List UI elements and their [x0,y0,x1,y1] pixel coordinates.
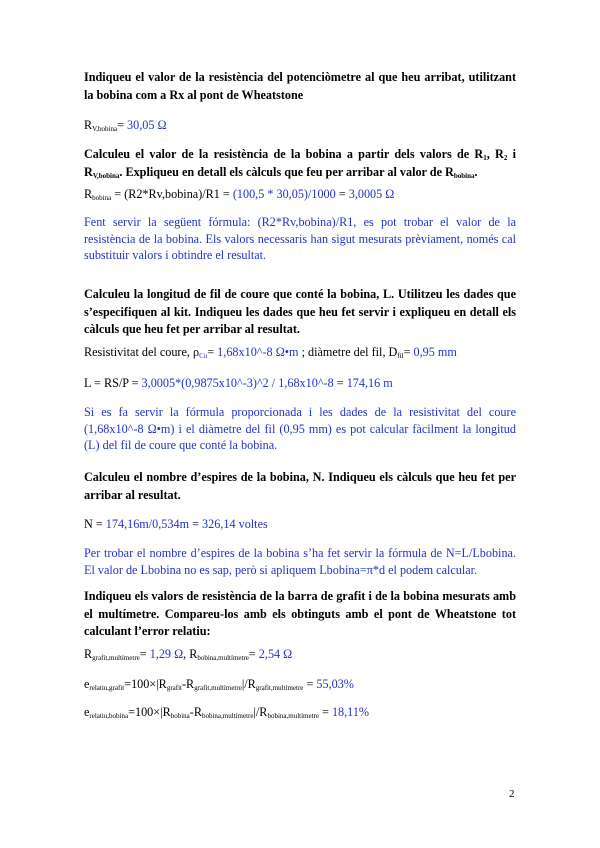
answer-3-subscript: Cu [199,352,208,360]
question-2-text: . Expliqueu en detall els càlculs que feu per arribar al valor de R [119,164,454,179]
question-2 [84,146,516,181]
error-formula: |/R [241,677,256,691]
answer-4-equals: = [189,517,203,531]
answer-5-error-coil [84,704,369,720]
question-5: Indiqueu els valors de resistència de la barra de grafit i de la bobina mesurats amb el multímetre. Compareu-los amb els obtinguts amb el pont de Wheatstone tot calculant l’error relatiu: [84,589,516,638]
answer-5-subscript: grafit,multímetre [92,654,140,662]
error-symbol: e [84,677,90,691]
answer-4-calculation: 174,16m/0,534m [105,517,190,531]
explanation-2: Fent servir la següent fórmula: (R2*Rv,bobina)/R1, es pot trobar el valor de la resistència de la bobina. Els valors necessaris han sigut mesurats prèviament, només cal substituir valors i obtindre el resultat. [84,215,516,262]
answer-5-separator: , [183,647,190,661]
answer-3-equals: = [333,376,347,390]
question-2-text: . [474,164,478,179]
answer-5-symbol: R [189,647,198,661]
question-2-sub: 2 [503,154,508,162]
question-2-text: i R [84,147,516,179]
question-4: Calculeu el nombre d’espires de la bobina, N. Indiqueu els càlculs que heu fet per arribar al resultat. [84,470,516,502]
error-coil-result: 18,11% [331,705,370,719]
question-2-text: Calculeu el valor de la resistència de la bobina a partir dels valors de R [84,147,484,161]
answer-4-result: 326,14 voltes [202,517,268,531]
question-2-text: , R [486,147,504,161]
answer-5-equals: = [248,647,259,661]
explanation-3: Si es fa servir la fórmula proporcionada i les dades de la resistivitat del coure (1,68x10^-8 Ω•m) i el diàmetre del fil (0,95 mm) es pot calcular fàcilment la longitud (L) del fil de coure que conté la bobina. [84,405,516,452]
error-subscript: grafit [166,684,182,692]
answer-5-error-graphite [84,676,354,692]
answer-1 [84,117,167,133]
question-1: Indiqueu el valor de la resistència del potenciòmetre al que heu arribat, utilitzant la bobina com a Rx al pont de Wheatstone [84,70,516,102]
answer-5-coil-value: 2,54 Ω [258,647,293,661]
error-subscript: grafit,multímetre [194,684,242,692]
answer-3-subscript: fil [397,352,404,360]
error-graphite-result: 55,03% [316,677,354,691]
answer-5-graphite-value: 1,29 Ω [149,647,184,661]
error-subscript: bobina [170,712,190,720]
answer-4 [84,516,268,532]
answer-2-formula: = (R2*Rv,bobina)/R1 = [111,187,233,201]
answer-1-symbol: R [84,118,93,132]
answer-3-equals: = [403,345,414,359]
error-subscript: bobina,multímetre [267,712,319,720]
question-2-sub: V,bobina [92,171,120,180]
answer-3-equals: = [207,345,218,359]
question-2-sub: bobina [453,171,475,180]
error-equals: = [318,705,332,719]
answer-2-calculation: (100,5 * 30,05)/1000 [232,187,336,201]
answer-3-data [84,344,457,360]
page-number: 2 [509,788,515,800]
answer-3-diameter: 0,95 mm [413,345,457,359]
answer-2-equals: = [335,187,349,201]
answer-2-symbol: R [84,187,93,201]
answer-3-text: ; diàmetre del fil, D [298,345,398,359]
answer-5-equals: = [139,647,150,661]
error-equals: = [303,677,317,691]
answer-2-result: 3,0005 Ω [348,187,395,201]
answer-3-result: 174,16 m [346,376,393,390]
error-formula: =100×|R [128,705,171,719]
answer-5-symbol: R [84,647,93,661]
answer-5-subscript: bobina,multímetre [197,654,249,662]
error-formula: =100×|R [124,677,167,691]
error-formula: -R [189,705,202,719]
explanation-4: Per trobar el nombre d’espires de la bobina s’ha fet servir la fórmula de N=L/Lbobina. El valor de Lbobina no es sap, però si apliquem Lbobina=π*d el podem calcular. [84,546,516,577]
error-formula: |/R [253,705,268,719]
error-subscript: relatiu,bobina [89,712,129,720]
answer-3-resistivity: 1,68x10^-8 Ω•m [217,345,299,359]
question-3: Calculeu la longitud de fil de coure que conté la bobina, L. Utilitzeu les dades que s’especifiquen al kit. Indiqueu les dades que heu fet servir i expliqueu en detall els càlculs que heu fet per arribar al resultat. [84,287,516,336]
answer-3-calculation: 3,0005*(0,9875x10^-3)^2 / 1,68x10^-8 [141,376,334,390]
error-subscript: relatiu,grafit [89,684,125,692]
error-subscript: grafit,multímetre [255,684,304,692]
answer-1-subscript: V,bobina [92,125,118,133]
error-symbol: e [84,705,90,719]
answer-2-subscript: bobina [92,194,112,202]
answer-4-formula: N = [84,517,106,531]
answer-3-length [84,375,393,391]
answer-5-values [84,646,292,662]
answer-3-text: Resistivitat del coure, ρ [84,345,200,359]
answer-1-value: 30,05 Ω [127,118,167,132]
answer-1-equals: = [117,118,128,132]
answer-3-formula: L = RS/P = [84,376,142,390]
error-formula: -R [182,677,195,691]
question-2-sub: 1 [483,154,487,162]
error-subscript: bobina,multímetre [201,712,254,720]
answer-2 [84,186,394,202]
